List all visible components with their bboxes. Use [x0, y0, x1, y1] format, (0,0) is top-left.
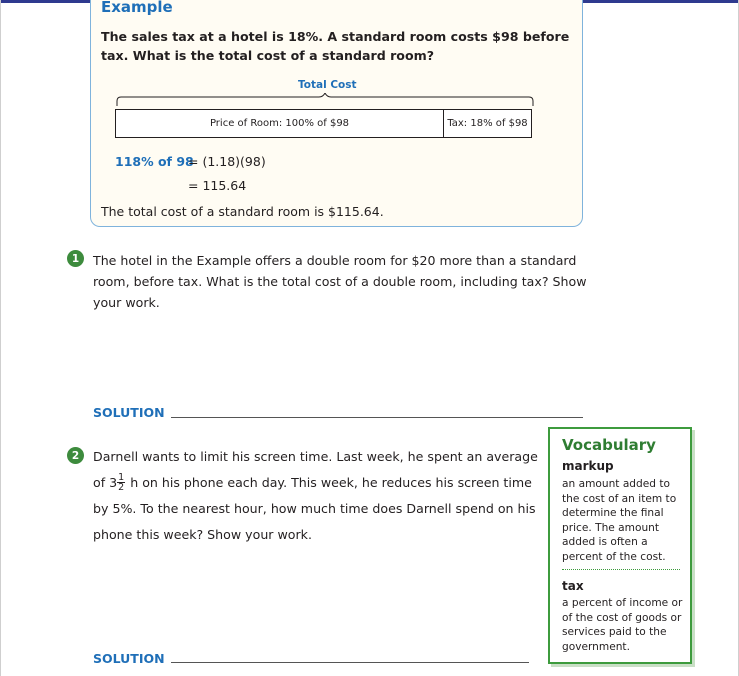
example-box — [90, 0, 583, 227]
vocab-term-markup: markup — [562, 459, 614, 473]
equation-line1-left: 118% of 98 — [115, 154, 194, 169]
solution-1-answer-line[interactable] — [171, 417, 583, 418]
equation-line1-right: = (1.18)(98) — [188, 154, 266, 169]
solution-1-label: SOLUTION — [93, 405, 165, 420]
question-2-text — [93, 444, 543, 548]
vocab-divider — [562, 569, 680, 570]
page-edge-left — [0, 0, 1, 676]
question-2-text-before: Darnell wants to limit his screen time. Last week, he spent an average of 3 — [93, 449, 538, 490]
solution-2-answer-line[interactable] — [171, 662, 529, 663]
price-cell: Price of Room: 100% of $98 — [115, 109, 444, 138]
example-problem: The sales tax at a hotel is 18%. A standard room costs $98 before tax. What is the total cost of a standard room? — [101, 29, 570, 63]
fraction-denominator: 2 — [118, 482, 125, 493]
question-1-text: The hotel in the Example offers a double room for $20 more than a standard room, before tax. What is the total cost of a double room, including tax? Show your work. — [93, 253, 587, 310]
total-cost-label: Total Cost — [298, 79, 357, 91]
tax-cell: Tax: 18% of $98 — [443, 109, 532, 138]
question-2-number: 2 — [67, 447, 84, 464]
example-title: Example — [101, 0, 173, 16]
vocab-definition-tax: a percent of income or of the cost of goods or services paid to the government. — [562, 597, 683, 653]
vocab-term-tax: tax — [562, 579, 584, 593]
equation-line2-right: = 115.64 — [188, 178, 247, 193]
total-cost-brace — [116, 93, 534, 107]
fraction-numerator: 1 — [118, 472, 125, 483]
question-1-number: 1 — [67, 250, 84, 267]
solution-2-label: SOLUTION — [93, 651, 165, 666]
vocab-definition-markup: an amount added to the cost of an item to determine the final price. The amount added is often a percent of the cost. — [562, 478, 677, 563]
example-conclusion: The total cost of a standard room is $115.64. — [101, 204, 384, 219]
mixed-number-fraction — [117, 473, 125, 492]
vocabulary-title: Vocabulary — [562, 436, 656, 454]
question-2-text-after: h on his phone each day. This week, he reduces his screen time by 5%. To the nearest hour, how much time does Darnell spend on his phone this week? Show your work. — [93, 475, 536, 542]
vocabulary-box — [548, 427, 692, 664]
